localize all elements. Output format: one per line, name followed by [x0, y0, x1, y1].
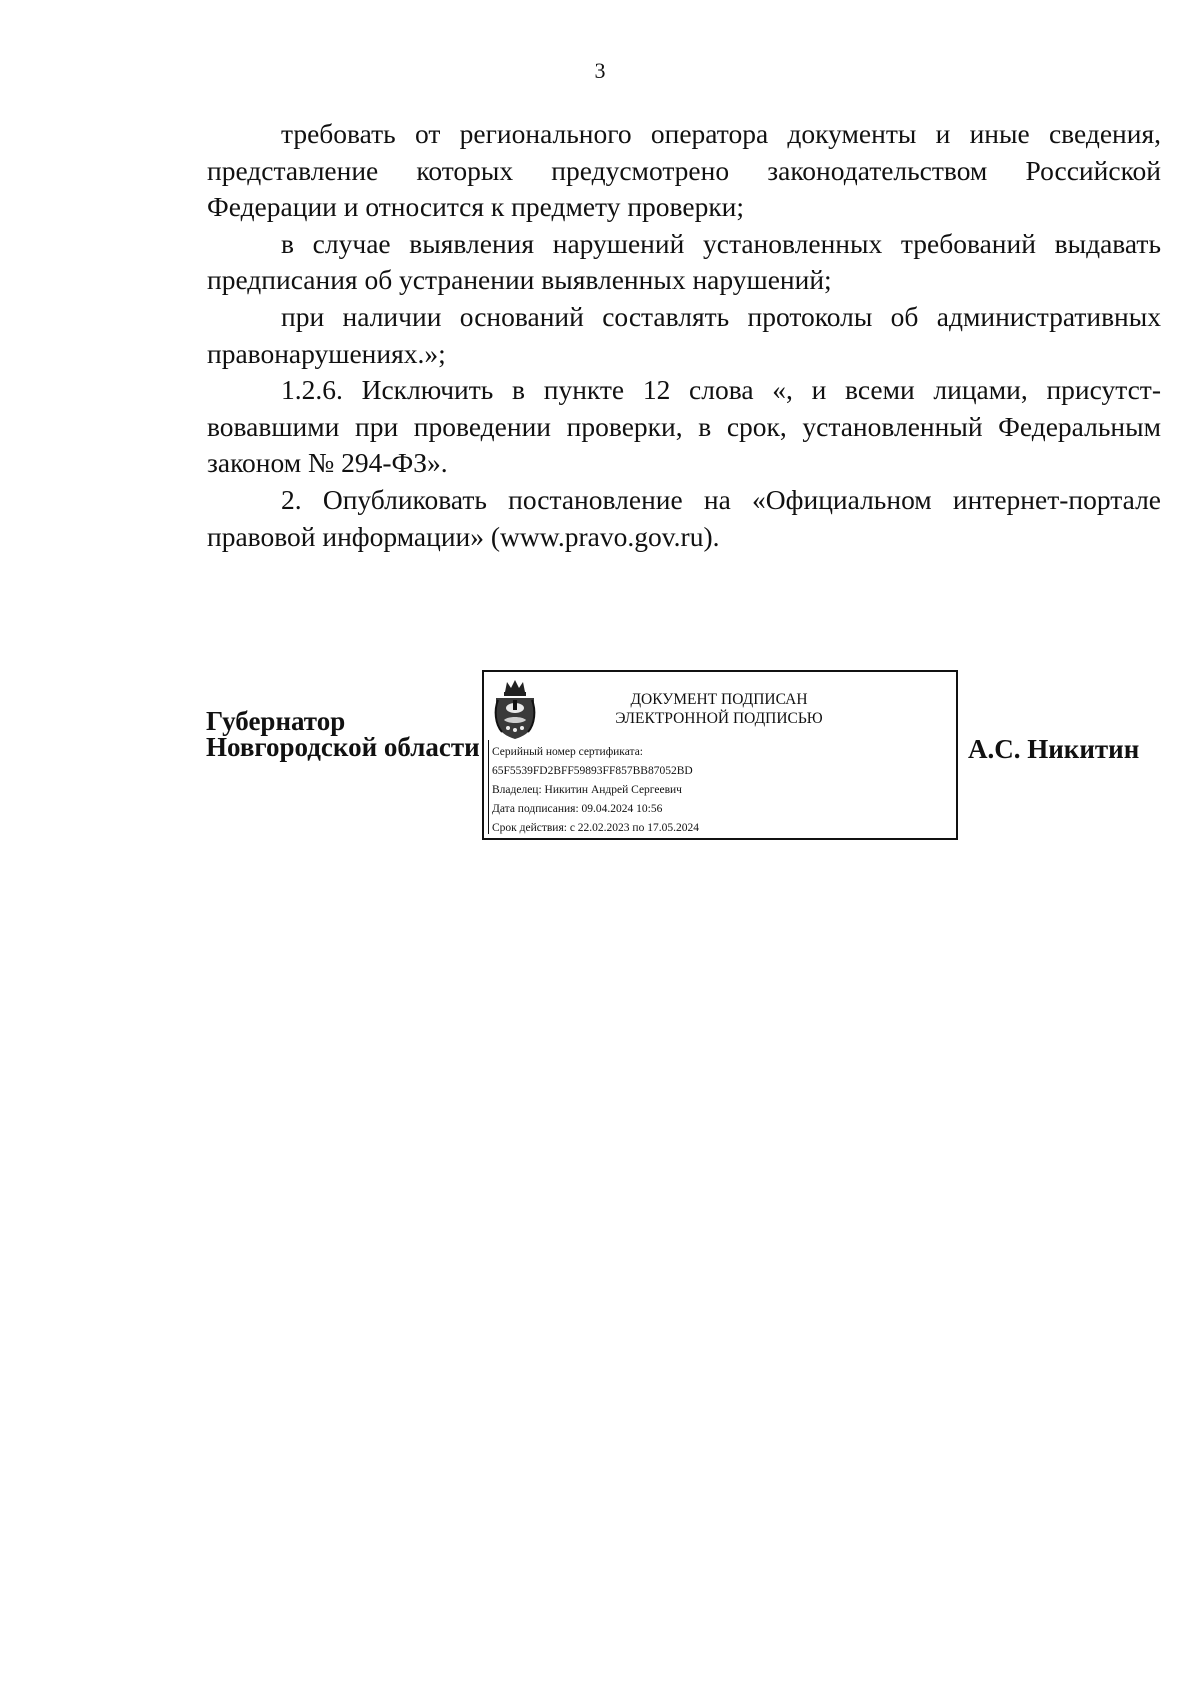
stamp-heading-line2: ЭЛЕКТРОННОЙ ПОДПИСЬЮ — [615, 710, 823, 727]
stamp-divider — [488, 740, 489, 834]
certificate-validity: Срок действия: с 22.02.2023 по 17.05.2024 — [492, 822, 699, 834]
signing-date: Дата подписания: 09.04.2024 10:56 — [492, 803, 663, 815]
paragraph: при наличии оснований составлять протоколы об административных правонарушениях.»; — [207, 300, 1161, 369]
signer-position-line1: Губернатор — [206, 706, 346, 736]
document-body — [207, 116, 1161, 555]
certificate-serial-label: Серийный номер сертификата: — [492, 746, 643, 758]
paragraph: в случае выявления нарушений установленных требований выдавать предписания об устранении выявленных нарушений; — [207, 227, 1161, 296]
stamp-heading — [554, 690, 884, 728]
electronic-signature-stamp — [482, 670, 958, 840]
signer-position — [206, 708, 480, 760]
coat-of-arms-icon — [492, 678, 538, 740]
signature-block — [0, 670, 1200, 850]
certificate-owner: Владелец: Никитин Андрей Сергеевич — [492, 784, 682, 796]
stamp-heading-line1: ДОКУМЕНТ ПОДПИСАН — [630, 691, 808, 708]
certificate-details — [492, 743, 699, 838]
certificate-serial-value: 65F5539FD2BFF59893FF857BB87052BD — [492, 765, 693, 777]
paragraph: 2. Опубликовать постановление на «Официальном интернет-портале правовой информации» (www.pravo.gov.ru). — [207, 483, 1161, 552]
paragraph: требовать от регионального оператора документы и иные сведения, представление которых предусмотрено законодательством Российской Федерации и относится к предмету проверки; — [207, 118, 1161, 223]
page-number: 3 — [594, 58, 606, 83]
signer-name: А.С. Никитин — [968, 734, 1140, 764]
signer-position-line2: Новгородской области — [206, 732, 480, 762]
paragraph: 1.2.6. Исключить в пункте 12 слова «, и всеми лицами, присутствовавшими при проведении проверки, в срок, установленный Федеральным законом № 294-ФЗ». — [207, 374, 1161, 479]
